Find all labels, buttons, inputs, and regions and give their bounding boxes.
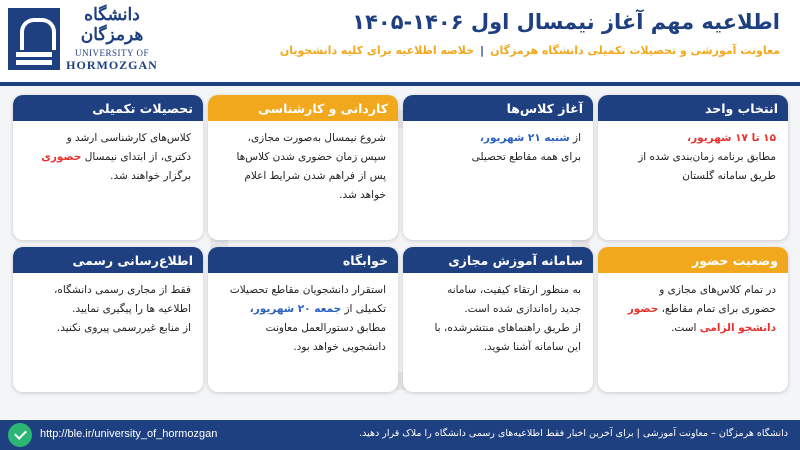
header-divider xyxy=(0,82,800,86)
card-line: این سامانه آشنا شوید. xyxy=(483,341,581,353)
page-title: اطلاعیه مهم آغاز نیمسال اول ۱۴۰۶-۱۴۰۵ xyxy=(352,10,780,34)
card-line: جدید راه‌اندازی شده است. xyxy=(464,303,581,315)
logo-emblem-icon xyxy=(8,8,60,70)
card-title: انتخاب واحد xyxy=(598,95,788,121)
page-subtitle xyxy=(180,44,780,57)
card-line: فقط از مجاری رسمی دانشگاه، xyxy=(54,284,191,296)
card-title: سامانه آموزش مجازی xyxy=(403,247,593,273)
card-highlight: دانشجو الزامی xyxy=(699,322,776,334)
subtitle-main: معاونت آموزشی و تحصیلات تکمیلی دانشگاه هرمزگان xyxy=(490,44,780,57)
card-highlight: جمعه ۲۰ شهریور، xyxy=(249,303,342,315)
card-body xyxy=(598,121,788,186)
header xyxy=(0,0,800,85)
card-undergraduate xyxy=(208,95,398,240)
card-highlight: حضور xyxy=(627,303,659,315)
card-line: مطابق دستورالعمل معاونت xyxy=(265,322,386,334)
card-text: حضوری برای تمام مقاطع، xyxy=(661,303,776,315)
card-title: وضعیت حضور xyxy=(598,247,788,273)
card-title: تحصیلات تکمیلی xyxy=(13,95,203,121)
card-body xyxy=(13,273,203,338)
card-line: از منابع غیررسمی پیروی نکنید. xyxy=(56,322,191,334)
subtitle-note: خلاصه اطلاعیه برای کلیه دانشجویان xyxy=(279,44,475,57)
card-line: استقرار دانشجویان مقاطع تحصیلات xyxy=(229,284,386,296)
card-body xyxy=(208,121,398,205)
card-body xyxy=(13,121,203,186)
card-title: خوابگاه xyxy=(208,247,398,273)
card-line: برگزار خواهند شد. xyxy=(110,170,191,182)
card-line xyxy=(413,129,581,148)
card-line: ۱۵ تا ۱۷ شهریور، xyxy=(687,132,776,144)
cards-grid xyxy=(12,95,788,391)
card-line: به منظور ارتقاء کیفیت، سامانه xyxy=(447,284,581,296)
card-body xyxy=(208,273,398,357)
card-text: از xyxy=(569,132,581,144)
logo-name-fa: دانشگاه هرمزگان xyxy=(80,5,144,45)
card-line: پس از فراهم شدن شرایط اعلام xyxy=(244,170,386,182)
card-virtual-system xyxy=(403,247,593,392)
card-line: برای همه مقاطع تحصیلی xyxy=(471,151,581,163)
card-highlight: حضوری xyxy=(41,151,82,163)
card-classes-start xyxy=(403,95,593,240)
subtitle-separator: | xyxy=(480,44,485,57)
footer-channel-link[interactable]: http://ble.ir/university_of_hormozgan xyxy=(40,428,218,440)
card-line: شروع نیمسال به‌صورت مجازی، xyxy=(247,132,386,144)
card-body xyxy=(598,273,788,338)
footer-info: دانشگاه هرمزگان – معاونت آموزشی | برای آخرین اخبار فقط اطلاعیه‌های رسمی دانشگاه را ملاک قرار دهید. xyxy=(359,428,788,439)
footer xyxy=(0,420,800,450)
messenger-check-icon xyxy=(8,423,32,447)
card-line: از طریق راهنماهای منتشرشده، با xyxy=(434,322,581,334)
card-body xyxy=(403,121,593,167)
card-attendance xyxy=(598,247,788,392)
card-title: آغاز کلاس‌ها xyxy=(403,95,593,121)
card-line: طریق سامانه گلستان xyxy=(682,170,776,182)
card-line xyxy=(608,300,776,319)
card-line: خواهد شد. xyxy=(339,189,386,201)
card-line: در تمام کلاس‌های مجازی و xyxy=(659,284,776,296)
card-text: دکتری، از ابتدای نیمسال xyxy=(84,151,191,163)
card-line: کلاس‌های کارشناسی ارشد و xyxy=(66,132,191,144)
card-line xyxy=(218,300,386,319)
card-official-notice xyxy=(13,247,203,392)
card-highlight: شنبه ۲۱ شهریور، xyxy=(479,132,570,144)
card-line: دانشجویی خواهد بود. xyxy=(293,341,386,353)
card-graduate-studies xyxy=(13,95,203,240)
card-title: کاردانی و کارشناسی xyxy=(208,95,398,121)
card-line xyxy=(23,148,191,167)
university-logo xyxy=(8,6,158,72)
card-text: تکمیلی از xyxy=(341,303,386,315)
logo-name-en-1: UNIVERSITY OF xyxy=(75,48,149,58)
card-line: مطابق برنامه زمان‌بندی شده از xyxy=(638,151,776,163)
card-line xyxy=(608,319,776,338)
logo-text xyxy=(66,5,158,73)
card-line: سپس زمان حضوری شدن کلاس‌ها xyxy=(236,151,386,163)
logo-name-en-2: HORMOZGAN xyxy=(66,58,158,72)
card-body xyxy=(403,273,593,357)
card-course-selection xyxy=(598,95,788,240)
card-text: است. xyxy=(671,322,697,334)
card-title: اطلاع‌رسانی رسمی xyxy=(13,247,203,273)
card-line: اطلاعیه ها را پیگیری نمایید. xyxy=(72,303,191,315)
card-dormitory xyxy=(208,247,398,392)
